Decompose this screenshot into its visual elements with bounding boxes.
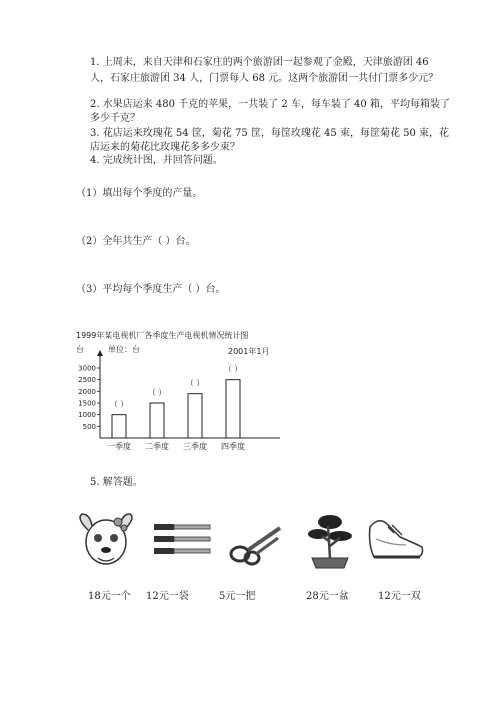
q1-line2: 人，石家庄旅游团 34 人，门票每人 68 元。这两个旅游团一共付门票多少元？ xyxy=(90,73,439,84)
bar-value-label-0: （ ） xyxy=(109,399,129,409)
price-toy-dog: 18元一个 xyxy=(88,591,131,602)
chart-unit-left: 台 xyxy=(76,345,84,354)
bar-三季度 xyxy=(188,394,202,438)
y-axis-arrow xyxy=(97,350,103,356)
q1-line1: 1. 上周末，来自天津和石家庄的两个旅游团一起参观了金殿，天津旅游团 46 xyxy=(90,57,429,68)
price-markers: 12元一袋 xyxy=(146,591,189,602)
y-tick-label-1000: 1000 xyxy=(78,411,96,420)
markers-icon xyxy=(150,520,214,560)
x-tick-label-1: 二季度 xyxy=(145,442,169,451)
q4-title: 4. 完成统计图，并回答问题。 xyxy=(90,155,223,166)
q5-title: 5. 解答题。 xyxy=(90,477,143,488)
x-tick-label-2: 三季度 xyxy=(183,442,207,451)
q3-line2: 店运来的菊花比玫瑰花多多少束？ xyxy=(90,142,240,153)
x-tick-label-0: 一季度 xyxy=(107,442,131,451)
bar-四季度 xyxy=(226,380,240,438)
bar-value-label-2: （ ） xyxy=(185,378,205,388)
bar-二季度 xyxy=(150,403,164,438)
chart-date: 2001年1月 xyxy=(228,347,270,356)
chart-title: 1999年某电视机厂各季度生产电视机情况统计图 xyxy=(76,331,249,340)
price-shoe: 12元一双 xyxy=(378,591,421,602)
bar-value-label-3: （ ） xyxy=(223,364,243,374)
price-scissors: 5元一把 xyxy=(219,591,256,602)
q4-sub3: （3）平均每个季度生产（ ）台。 xyxy=(76,284,226,295)
q2-line2: 多少千克？ xyxy=(90,113,140,124)
shoe-icon xyxy=(366,515,426,563)
bar-一季度 xyxy=(112,415,126,438)
q3-line1: 3. 花店运来玫瑰花 54 筐，菊花 75 筐，每筐玫瑰花 45 束，每筐菊花 50 束，花 xyxy=(90,128,450,139)
toy-dog-icon xyxy=(76,508,136,572)
q4-sub1: （1）填出每个季度的产量。 xyxy=(76,188,203,199)
y-tick-label-3000: 3000 xyxy=(78,364,96,373)
bar-chart xyxy=(70,350,290,460)
q2-line1: 2. 水果店运来 480 千克的苹果，一共装了 2 车，每车装了 40 箱，平均每箱装了 xyxy=(90,99,450,110)
q4-sub2: （2）全年共生产（ ）台。 xyxy=(76,236,196,247)
bar-value-label-1: （ ） xyxy=(147,388,167,397)
scissors-icon xyxy=(228,522,284,566)
bonsai-icon xyxy=(304,512,356,572)
y-tick-label-2000: 2000 xyxy=(78,387,96,396)
y-tick-label-500: 500 xyxy=(82,422,96,431)
chart-unit-label: 单位：台 xyxy=(108,345,140,354)
price-bonsai: 28元一盆 xyxy=(306,591,349,602)
y-tick-label-2500: 2500 xyxy=(78,376,96,385)
y-tick-label-1500: 1500 xyxy=(78,399,96,408)
x-tick-label-3: 四季度 xyxy=(221,442,245,451)
